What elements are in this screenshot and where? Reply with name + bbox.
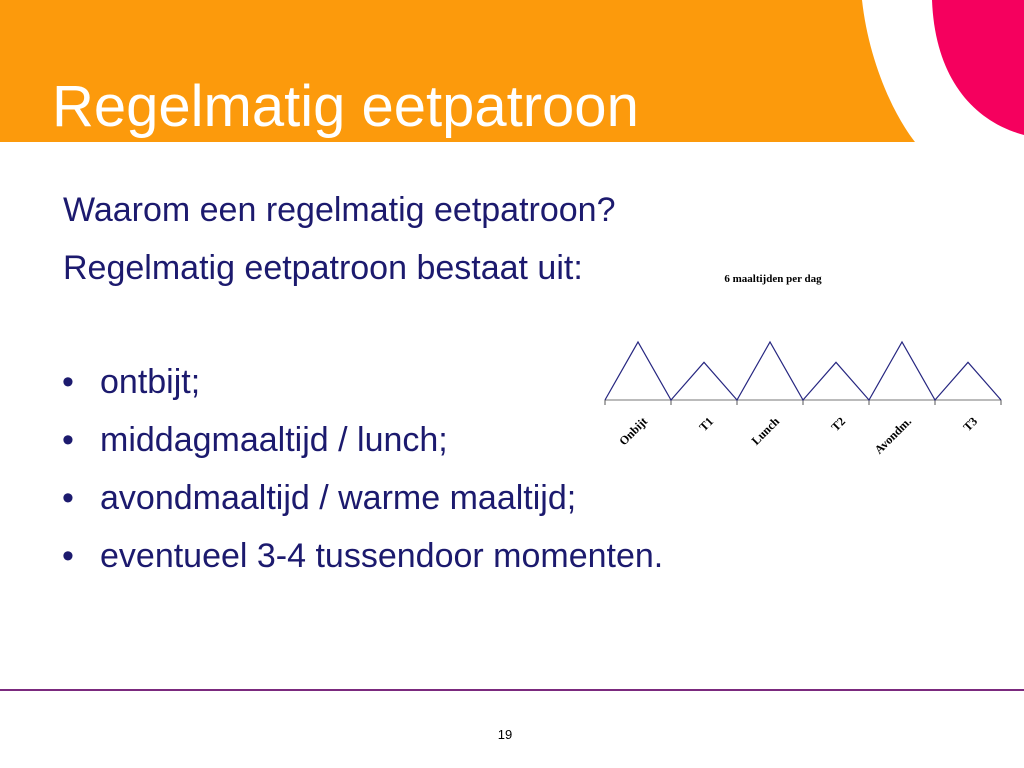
bullet-dot: • [62,363,74,401]
pink-corner-shape [932,0,1024,135]
bullet-list [62,362,663,594]
x-tick-label: Lunch [748,414,783,448]
bullet-text: eventueel 3-4 tussendoor momenten. [100,537,664,575]
page-number: 19 [497,727,513,742]
x-tick-label: T3 [960,414,981,435]
intro-statement: Regelmatig eetpatroon bestaat uit: [63,249,583,287]
bullet-dot: • [62,421,74,459]
bullet-text: avondmaaltijd / warme maaltijd; [100,479,577,517]
chart-series [605,342,1001,400]
slide-title: Regelmatig eetpatroon [52,74,639,139]
x-tick-label: T2 [828,414,849,435]
chart-title: 6 maaltijden per dag [724,273,822,285]
chart-x-tick-labels [616,414,980,457]
bullet-item [62,362,663,420]
meal-pattern-series-line [605,342,1001,400]
x-tick-label: T1 [696,414,717,435]
intro-question: Waarom een regelmatig eetpatroon? [63,191,616,229]
x-tick-label: Avondm. [871,414,915,457]
bullet-text: middagmaaltijd / lunch; [100,421,448,459]
bullet-dot: • [62,537,74,575]
bullet-item [62,420,663,478]
bullet-text: ontbijt; [100,363,201,401]
bullet-item [62,536,663,594]
bullet-dot: • [62,479,74,517]
footer-divider [0,689,1024,691]
x-tick-label: Onbijt [616,414,651,449]
bullet-item [62,478,663,536]
meal-pattern-chart [590,260,1010,480]
